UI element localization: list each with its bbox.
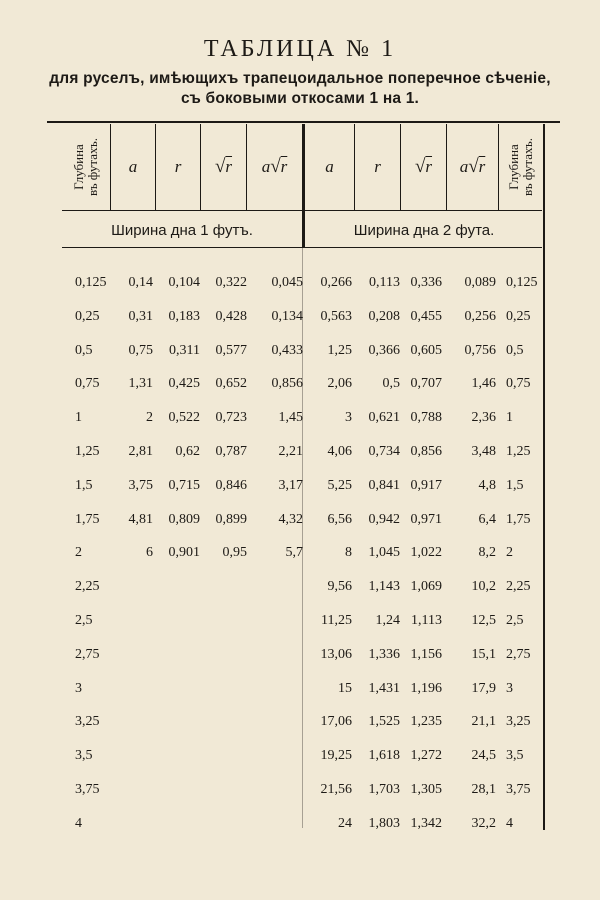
header-a-right: a <box>325 157 334 176</box>
cell-r-left: 0,104 <box>168 275 200 290</box>
cell-depth-right: 1 <box>506 410 513 426</box>
cell-sqrt-r-left: 0,846 <box>215 477 247 493</box>
cell-sqrt-r-right: 0,788 <box>410 410 442 426</box>
cell-a-left: 6 <box>146 545 153 561</box>
cell-depth-right: 3,5 <box>506 748 524 764</box>
header-r-left: r <box>174 157 182 176</box>
cell-a-right: 1,25 <box>327 342 352 358</box>
cell-r-left: 0,809 <box>168 511 200 527</box>
cell-a-right: 2,06 <box>327 376 352 392</box>
cell-a-sqrt-r-left: 5,7 <box>285 545 303 561</box>
sqrt-symbol: √ <box>270 156 281 177</box>
cell-r-left: 0,901 <box>168 545 200 561</box>
cell-a-right: 13,06 <box>320 646 352 662</box>
cell-r-left: 0,715 <box>168 477 200 493</box>
cell-r-left: 0,522 <box>168 410 200 426</box>
header-sqrt-r-left: √ r <box>214 156 233 177</box>
cell-depth-right: 2,5 <box>506 613 524 628</box>
sqrt-symbol: √ <box>214 156 226 177</box>
header-sqrt-r-right: √ r <box>414 156 433 177</box>
cell-a-sqrt-r-right: 0,756 <box>464 342 496 358</box>
group-label-left: Ширина дна 1 футъ. <box>111 221 253 239</box>
cell-depth-left: 2,25 <box>75 579 100 595</box>
cell-a-left: 2 <box>146 410 153 426</box>
cell-sqrt-r-right: 1,196 <box>410 680 442 696</box>
cell-r-right: 0,942 <box>368 511 400 527</box>
cell-sqrt-r-right: 1,022 <box>410 545 442 561</box>
cell-a-left: 0,75 <box>128 342 153 358</box>
cell-sqrt-r-right: 0,605 <box>410 342 442 358</box>
cell-r-right: 0,841 <box>368 477 400 493</box>
cell-r-right: 1,703 <box>368 782 400 797</box>
cell-depth-left: 3,75 <box>75 782 100 797</box>
cell-a-sqrt-r-right: 10,2 <box>471 579 496 595</box>
cell-depth-right: 2,25 <box>506 579 531 595</box>
cell-sqrt-r-right: 0,856 <box>410 444 442 459</box>
cell-a-sqrt-r-right: 15,1 <box>471 646 496 662</box>
cell-depth-left: 1,75 <box>75 511 100 527</box>
cell-a-sqrt-r-right: 1,46 <box>471 376 496 392</box>
cell-sqrt-r-left: 0,322 <box>215 275 247 290</box>
cell-sqrt-r-left: 0,787 <box>215 444 247 459</box>
cell-a-sqrt-r-right: 3,48 <box>471 444 496 459</box>
cell-a-sqrt-r-left: 0,856 <box>271 376 303 392</box>
cell-a-left: 1,31 <box>128 376 153 392</box>
cell-sqrt-r-right: 1,235 <box>410 714 442 730</box>
cell-r-right: 1,336 <box>368 646 400 662</box>
depth-header-right: Глубина въ футахъ. <box>506 138 536 196</box>
cell-a-sqrt-r-right: 0,089 <box>464 275 496 290</box>
cell-r-right: 1,803 <box>368 815 400 831</box>
cell-a-right: 6,56 <box>327 511 352 527</box>
cell-r-right: 1,431 <box>368 680 400 696</box>
cell-a-right: 4,06 <box>327 444 352 459</box>
cell-a-right: 24 <box>338 815 352 831</box>
cell-depth-left: 1,5 <box>75 477 93 493</box>
cell-sqrt-r-right: 0,336 <box>410 275 442 290</box>
header-r-right: r <box>374 157 381 176</box>
cell-r-right: 0,5 <box>382 376 400 392</box>
cell-sqrt-r-left: 0,577 <box>215 342 247 358</box>
cell-a-sqrt-r-left: 0,134 <box>271 308 303 324</box>
cell-depth-right: 3,25 <box>506 714 531 730</box>
cell-a-sqrt-r-right: 12,5 <box>471 613 496 628</box>
cell-depth-left: 0,5 <box>75 342 93 358</box>
cell-depth-right: 1,75 <box>506 511 531 527</box>
cell-a-right: 11,25 <box>321 613 352 628</box>
cell-sqrt-r-left: 0,723 <box>215 410 247 426</box>
cell-r-left: 0,183 <box>168 308 200 324</box>
group-label-right: Ширина дна 2 фута. <box>353 221 495 239</box>
cell-depth-right: 1,25 <box>506 444 531 459</box>
cell-r-right: 1,618 <box>368 748 400 764</box>
sqrt-symbol: √ <box>468 156 479 177</box>
cell-a-sqrt-r-left: 1,45 <box>278 410 303 426</box>
cell-a-sqrt-r-left: 2,21 <box>278 444 303 459</box>
cell-depth-right: 1,5 <box>506 477 524 493</box>
table-title: ТАБЛИЦА № 1 <box>203 36 397 62</box>
cell-depth-left: 3,25 <box>75 714 100 730</box>
cell-a-sqrt-r-right: 32,2 <box>471 815 496 831</box>
cell-depth-left: 2,5 <box>75 613 93 628</box>
cell-depth-right: 0,25 <box>506 308 531 324</box>
cell-depth-left: 3,5 <box>75 748 93 764</box>
cell-depth-left: 3 <box>75 680 82 696</box>
cell-depth-left: 0,25 <box>75 308 100 324</box>
subtitle-line-2: съ боковыми откосами 1 на 1. <box>180 90 420 107</box>
cell-r-right: 0,366 <box>368 342 400 358</box>
cell-a-sqrt-r-right: 28,1 <box>471 782 496 797</box>
cell-a-sqrt-r-left: 4,32 <box>278 511 303 527</box>
cell-a-left: 2,81 <box>128 444 153 459</box>
cell-a-right: 0,563 <box>320 308 352 324</box>
cell-a-sqrt-r-right: 0,256 <box>464 308 496 324</box>
cell-a-right: 3 <box>345 410 352 426</box>
cell-sqrt-r-right: 1,305 <box>410 782 442 797</box>
cell-depth-left: 2,75 <box>75 646 100 662</box>
cell-r-right: 0,208 <box>368 308 400 324</box>
cell-a-sqrt-r-right: 4,8 <box>478 477 496 493</box>
cell-depth-left: 4 <box>75 815 82 831</box>
cell-a-left: 0,14 <box>128 275 153 290</box>
cell-r-right: 1,24 <box>375 613 400 628</box>
cell-a-left: 0,31 <box>128 308 153 324</box>
cell-a-right: 15 <box>338 680 352 696</box>
cell-sqrt-r-left: 0,652 <box>215 376 247 392</box>
header-a-sqrt-r-left: a √ r <box>261 156 288 177</box>
cell-depth-right: 3 <box>506 680 513 696</box>
cell-a-sqrt-r-right: 24,5 <box>471 748 496 764</box>
cell-r-left: 0,311 <box>169 342 200 358</box>
sqrt-symbol: √ <box>414 156 426 177</box>
cell-sqrt-r-right: 1,113 <box>411 613 442 628</box>
cell-depth-left: 2 <box>75 545 82 561</box>
cell-sqrt-r-left: 0,899 <box>215 511 247 527</box>
header-a-sqrt-r-right: a √ r <box>459 156 486 177</box>
cell-depth-right: 3,75 <box>506 782 531 797</box>
cell-sqrt-r-left: 0,95 <box>222 545 247 561</box>
cell-a-right: 19,25 <box>320 748 352 764</box>
cell-a-right: 21,56 <box>320 782 352 797</box>
cell-depth-right: 2,75 <box>506 646 531 662</box>
cell-a-sqrt-r-left: 0,433 <box>271 342 303 358</box>
cell-depth-left: 0,75 <box>75 376 100 392</box>
top-rule <box>47 121 560 123</box>
cell-a-sqrt-r-right: 21,1 <box>471 714 496 730</box>
cell-a-sqrt-r-right: 8,2 <box>478 545 496 561</box>
cell-depth-right: 2 <box>506 545 513 561</box>
cell-depth-left: 1 <box>75 410 82 426</box>
subtitle-line-1: для руселъ, имѣющихъ трапецоидальное поперечное сѣченіе, <box>49 70 551 87</box>
cell-depth-right: 0,5 <box>506 342 524 358</box>
cell-r-right: 1,525 <box>368 714 400 730</box>
cell-depth-right: 0,125 <box>506 275 538 290</box>
cell-sqrt-r-right: 0,455 <box>410 308 442 324</box>
cell-r-right: 1,143 <box>368 579 400 595</box>
cell-a-sqrt-r-left: 3,17 <box>278 477 303 493</box>
cell-depth-left: 0,125 <box>75 275 107 290</box>
cell-sqrt-r-right: 1,069 <box>410 579 442 595</box>
cell-sqrt-r-right: 1,156 <box>410 646 442 662</box>
cell-a-sqrt-r-right: 6,4 <box>478 511 496 527</box>
cell-a-sqrt-r-left: 0,045 <box>271 275 303 290</box>
cell-r-left: 0,425 <box>168 376 200 392</box>
cell-a-left: 4,81 <box>128 511 153 527</box>
cell-a-left: 3,75 <box>128 477 153 493</box>
cell-depth-right: 0,75 <box>506 376 531 392</box>
cell-a-right: 5,25 <box>327 477 352 493</box>
section-divider <box>302 248 303 828</box>
cell-sqrt-r-right: 0,917 <box>410 477 442 493</box>
cell-sqrt-r-right: 1,342 <box>410 815 442 831</box>
depth-header-left: Глубина въ футахъ. <box>71 138 101 196</box>
cell-a-right: 9,56 <box>327 579 352 595</box>
cell-a-right: 8 <box>345 545 352 561</box>
cell-sqrt-r-right: 0,971 <box>410 511 442 527</box>
cell-r-right: 0,113 <box>369 275 400 290</box>
cell-r-left: 0,62 <box>175 444 200 459</box>
cell-sqrt-r-left: 0,428 <box>215 308 247 324</box>
cell-a-sqrt-r-right: 2,36 <box>471 410 496 426</box>
cell-depth-left: 1,25 <box>75 444 100 459</box>
cell-a-sqrt-r-right: 17,9 <box>471 680 496 696</box>
cell-a-right: 0,266 <box>320 275 352 290</box>
cell-a-right: 17,06 <box>320 714 352 730</box>
cell-depth-right: 4 <box>506 815 513 831</box>
cell-r-right: 1,045 <box>368 545 400 561</box>
header-a-left: a <box>128 157 138 176</box>
cell-r-right: 0,734 <box>368 444 400 459</box>
cell-sqrt-r-right: 1,272 <box>410 748 442 764</box>
cell-r-right: 0,621 <box>368 410 400 426</box>
cell-sqrt-r-right: 0,707 <box>410 376 442 392</box>
